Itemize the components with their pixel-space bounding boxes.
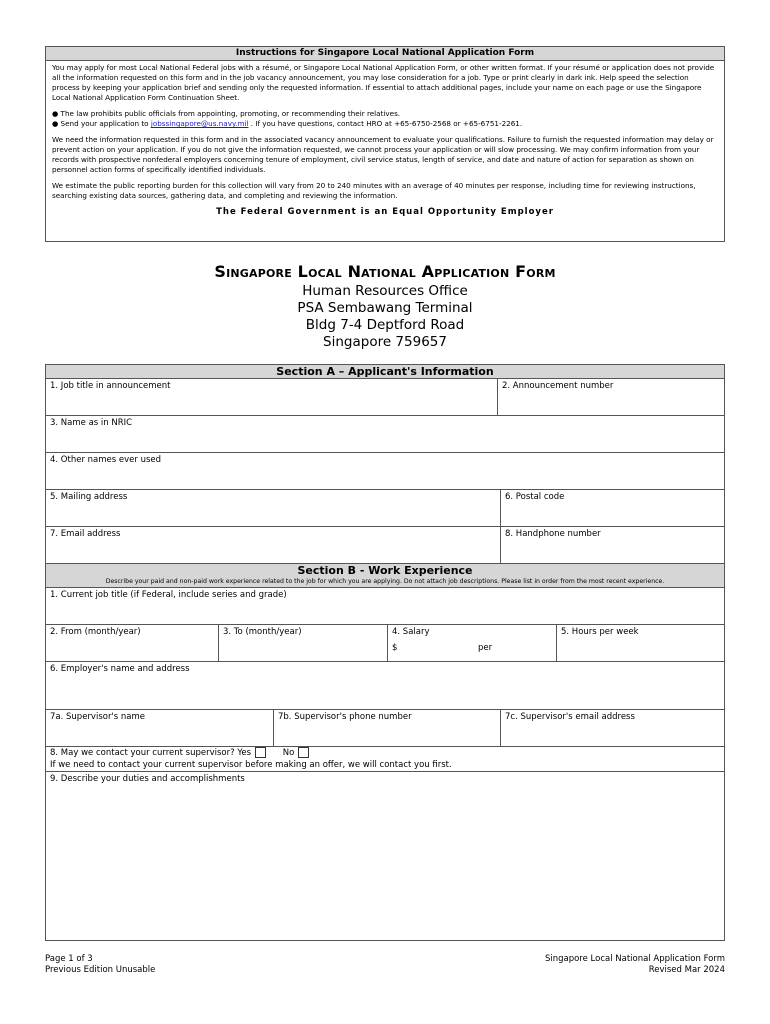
instructions-bullet: ● The law prohibits public officials from appointing, promoting, or recommending their relatives. xyxy=(52,109,401,118)
job-title-field[interactable]: 1. Job title in announcement xyxy=(45,378,498,416)
address-line: Human Resources Office xyxy=(302,283,468,299)
address-line: Bldg 7-4 Deptford Road xyxy=(305,317,465,333)
to-date-field[interactable]: 3. To (month/year) xyxy=(218,624,388,662)
instructions-box xyxy=(45,46,725,242)
supervisor-name-field[interactable]: 7a. Supervisor's name xyxy=(45,709,274,747)
contact-note: If we need to contact your current supervisor before making an offer, we will contact you first. xyxy=(50,760,452,770)
mailing-address-field[interactable]: 5. Mailing address xyxy=(45,489,501,527)
yes-label: Yes xyxy=(237,748,252,758)
currency-symbol: $ xyxy=(392,643,398,653)
instructions-paragraph: We estimate the public reporting burden for this collection will vary from 20 to 240 minutes with an average of 40 minutes per response, including time for reviewing instructions, searching existing data sources, gathering data, and completing and reviewing the information. xyxy=(52,181,696,200)
salary-per-label: per xyxy=(478,643,493,653)
section-b-subtitle: Describe your paid and non-paid work experience related to the job for which you are applying. Do not attach job descriptions. Please list in order from the most recent experience. xyxy=(105,578,665,585)
duties-field[interactable]: 9. Describe your duties and accomplishments xyxy=(45,771,725,941)
instructions-heading: Instructions for Singapore Local National Application Form xyxy=(46,47,724,61)
other-names-field[interactable]: 4. Other names ever used xyxy=(45,452,725,490)
eeo-statement: The Federal Government is an Equal Opportunity Employer xyxy=(216,207,554,217)
employer-field[interactable]: 6. Employer's name and address xyxy=(45,661,725,710)
section-a-header: Section A – Applicant's Information xyxy=(45,364,725,379)
footer-form-name: Singapore Local National Application Form xyxy=(544,954,725,964)
handphone-field[interactable]: 8. Handphone number xyxy=(500,526,725,564)
contact-supervisor-row xyxy=(45,746,725,772)
salary-field[interactable]: 4. Salary $ per xyxy=(387,624,557,662)
address-line: PSA Sembawang Terminal xyxy=(297,300,473,316)
email-link[interactable]: jobssingapore@us.navy.mil xyxy=(150,119,249,128)
instructions-bullet: ● Send your application to jobssingapore@us.navy.mil . If you have questions, contact HRO at +65-6750-2568 or +65-6751-2261. xyxy=(52,119,523,128)
address-line: Singapore 759657 xyxy=(323,334,447,350)
no-checkbox[interactable] xyxy=(298,747,309,758)
supervisor-email-field[interactable]: 7c. Supervisor's email address xyxy=(500,709,725,747)
supervisor-phone-field[interactable]: 7b. Supervisor's phone number xyxy=(273,709,501,747)
form-title: Singapore Local National Application Form xyxy=(214,262,556,281)
email-field[interactable]: 7. Email address xyxy=(45,526,501,564)
yes-checkbox[interactable] xyxy=(255,747,266,758)
page-number: Page 1 of 3 xyxy=(45,954,93,964)
instructions-paragraph: You may apply for most Local National Federal jobs with a résumé, or Singapore Local National Application Form, or other written format. If your résumé or application does not provide all the information requested on this form and in the job vacancy announcement, you may lose consideration for a job. Type or print clearly in dark ink. Help speed the selection process by keeping your application brief and sending only the requested information. If essential to attach additional pages, include your name on each page or use the Singapore Local National Application Form Continuation Sheet. xyxy=(52,63,715,102)
contact-supervisor-question: 8. May we contact your current supervisor? xyxy=(50,748,235,758)
footer-right xyxy=(545,954,725,976)
hours-per-week-field[interactable]: 5. Hours per week xyxy=(556,624,725,662)
instructions-paragraph: We need the information requested in this form and in the associated vacancy announcement to evaluate your qualifications. Failure to furnish the requested information may delay or prevent action on your application. If you do not give the information requested, we cannot process your application or will slow processing. We may confirm information from your records with prospective nonfederal employers concerning tenure of employment, civil service status, length of service, and date and nature of action for separation as shown on personnel action forms of specifically identified individuals. xyxy=(52,135,714,174)
nric-name-field[interactable]: 3. Name as in NRIC xyxy=(45,415,725,453)
announcement-number-field[interactable]: 2. Announcement number xyxy=(497,378,725,416)
postal-code-field[interactable]: 6. Postal code xyxy=(500,489,725,527)
revision-date: Revised Mar 2024 xyxy=(648,965,725,975)
from-date-field[interactable]: 2. From (month/year) xyxy=(45,624,219,662)
current-job-title-field[interactable]: 1. Current job title (if Federal, include series and grade) xyxy=(45,587,725,625)
no-label: No xyxy=(282,748,295,758)
footer-left xyxy=(45,954,155,976)
section-b-header: Section B - Work Experience Describe your paid and non-paid work experience related to the job for which you are applying. Do not attach job descriptions. Please list in order from the most recent experience. xyxy=(45,563,725,588)
edition-note: Previous Edition Unusable xyxy=(45,965,156,975)
